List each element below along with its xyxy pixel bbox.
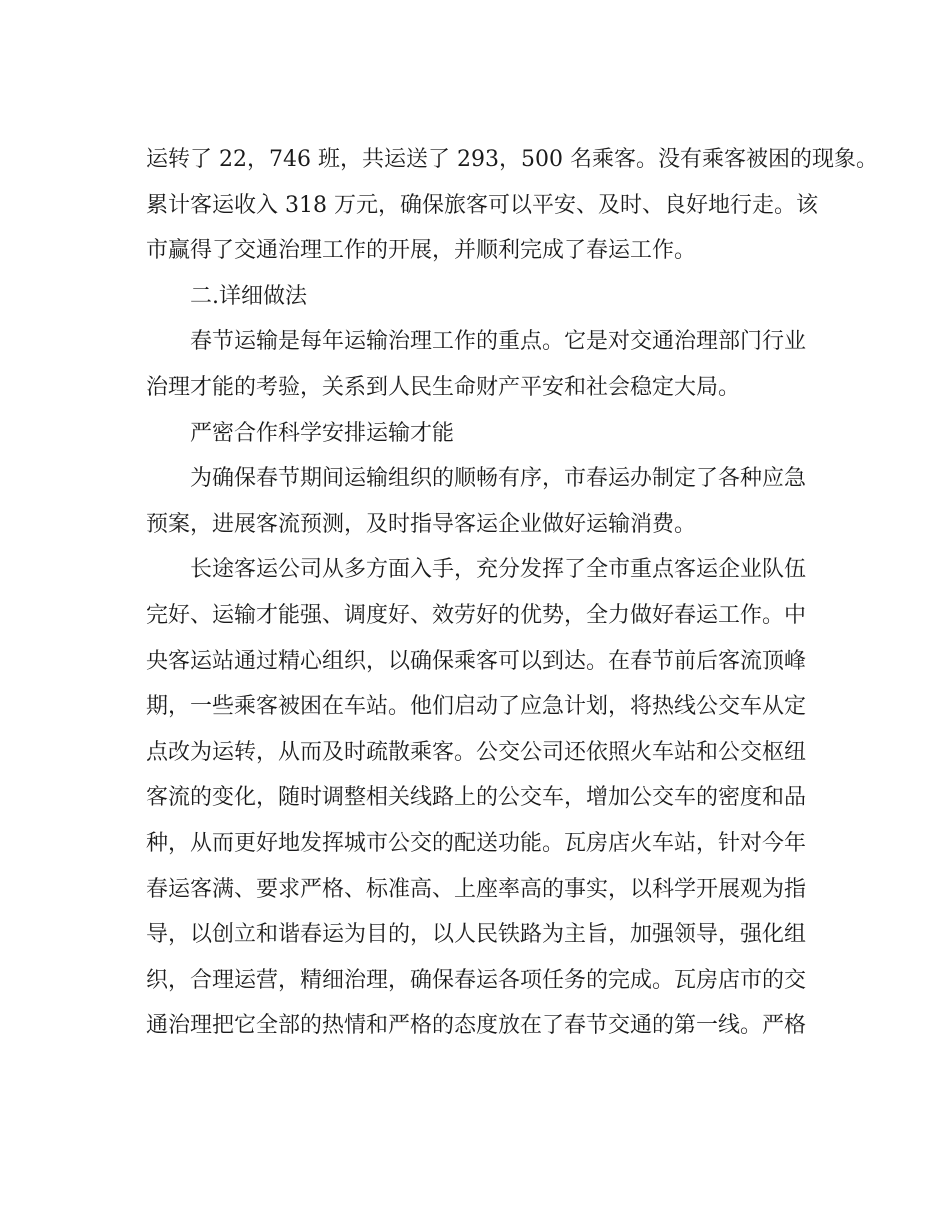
text-line: 累计客运收入 318 万元，确保旅客可以平安、及时、良好地行走。该: [146, 192, 818, 218]
text-line: 春节运输是每年运输治理工作的重点。它是对交通治理部门行业: [190, 329, 807, 355]
text-line: 通治理把它全部的热情和严格的态度放在了春节交通的第一线。严格: [146, 1013, 807, 1039]
text-line: 央客运站通过精心组织，以确保乘客可以到达。在春节前后客流顶峰: [146, 648, 807, 674]
text-line: 点改为运转，从而及时疏散乘客。公交公司还依照火车站和公交枢纽: [146, 739, 807, 765]
text-line: 预案，进展客流预测，及时指导客运企业做好运输消费。: [146, 511, 697, 537]
text-line: 客流的变化，随时调整相关线路上的公交车，增加公交车的密度和品: [146, 785, 807, 811]
text-line: 为确保春节期间运输组织的顺畅有序，市春运办制定了各种应急: [190, 466, 807, 492]
text-line: 市赢得了交通治理工作的开展，并顺利完成了春运工作。: [146, 238, 697, 264]
text-line: 运转了 22，746 班，共运送了 293，500 名乘客。没有乘客被困的现象。: [146, 147, 878, 172]
text-line: 导，以创立和谐春运为目的，以人民铁路为主旨，加强领导，强化组: [146, 922, 807, 948]
body-text: [146, 137, 878, 1049]
section-heading: 二.详细做法: [190, 283, 307, 309]
subsection-heading: 严密合作科学安排运输才能: [190, 420, 455, 446]
text-line: 治理才能的考验，关系到人民生命财产平安和社会稳定大局。: [146, 374, 741, 400]
text-line: 种，从而更好地发挥城市公交的配送功能。瓦房店火车站，针对今年: [146, 830, 807, 856]
text-line: 完好、运输才能强、调度好、效劳好的优势，全力做好春运工作。中: [146, 602, 807, 628]
text-line: 长途客运公司从多方面入手，充分发挥了全市重点客运企业队伍: [190, 557, 807, 583]
text-line: 期，一些乘客被困在车站。他们启动了应急计划，将热线公交车从定: [146, 694, 807, 720]
text-line: 春运客满、要求严格、标准高、上座率高的事实，以科学开展观为指: [146, 876, 807, 902]
text-line: 织，合理运营，精细治理，确保春运各项任务的完成。瓦房店市的交: [146, 967, 807, 993]
